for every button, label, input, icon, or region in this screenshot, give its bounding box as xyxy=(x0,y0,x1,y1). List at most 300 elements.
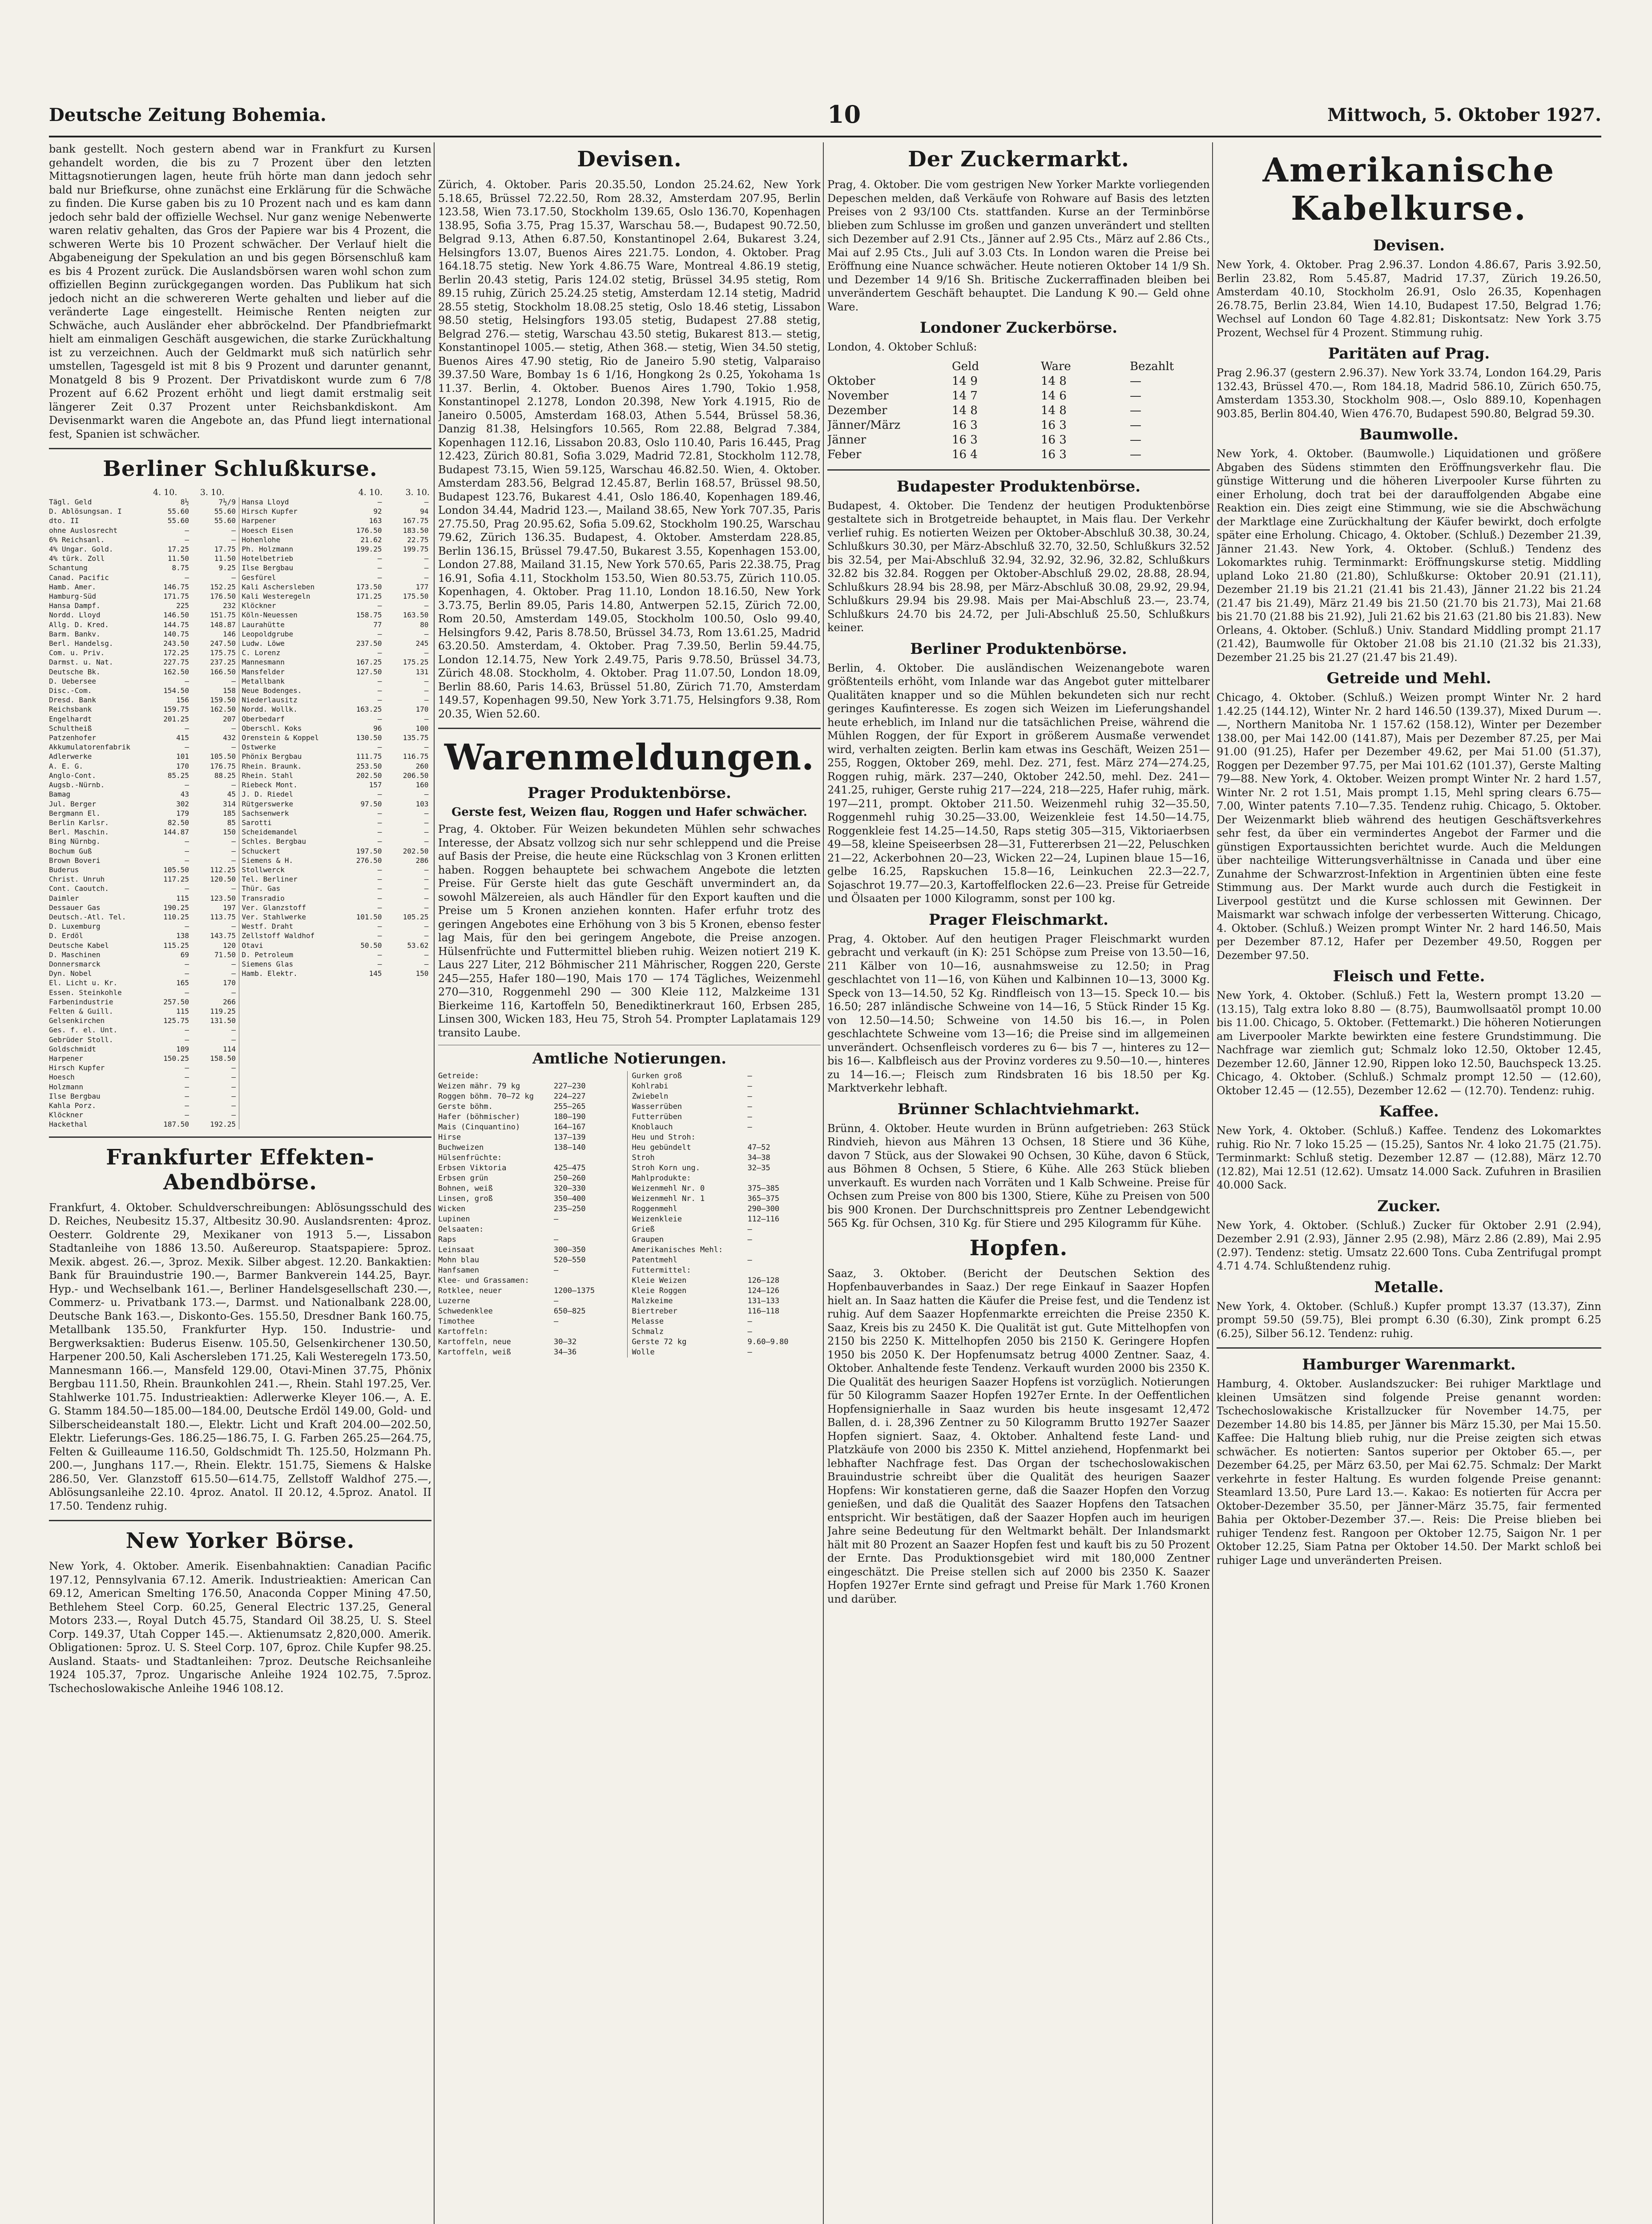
row-value: 126—128 xyxy=(747,1276,780,1285)
row-value: 123.50 xyxy=(210,894,236,902)
row-label: Oberschl. Koks xyxy=(242,724,302,733)
row-value: 314 xyxy=(223,799,236,808)
table-row xyxy=(49,677,239,686)
row-value: — xyxy=(231,677,236,685)
row-value: — xyxy=(231,535,236,544)
market-report-text: New York, 4. Oktober. Prag 2.96.37. London 4.86.67, Paris 3.92.50, Berlin 23.82, Rom 5.45.87, Madrid 17.37, Zürich 19.26.50, Amsterdam 40.10, Stockholm 26.91, Oslo 26.35, Kopenhagen 26.78.75, Berlin 23.84, Wien 14.10, Budapest 17.50, Belgrad 1.76; Wechsel auf London 60 Tage 4.82.81; Diskontsatz: New York 3.75 Prozent, Wechsel für 4 Prozent. Stimmung ruhig. xyxy=(1217,258,1601,339)
row-value: 175.25 xyxy=(403,658,429,667)
table-row xyxy=(49,1044,239,1054)
stock-listing xyxy=(49,497,431,1129)
row-label: Hamb. Amer. xyxy=(49,582,96,591)
row-label: Kartoffeln, neue xyxy=(438,1338,511,1346)
row-value: 7½/9 xyxy=(218,498,236,506)
row-value: 112.25 xyxy=(210,865,236,874)
row-value: — xyxy=(231,1092,236,1100)
table-row xyxy=(49,526,239,535)
row-label: Stroh xyxy=(632,1153,655,1162)
row-value: 163.50 xyxy=(403,611,429,620)
row-label: Klöckner xyxy=(49,1111,84,1120)
row-value: 190.25 xyxy=(163,903,189,912)
row-value: 131.50 xyxy=(210,1016,236,1025)
row-value: — xyxy=(424,498,429,506)
row-value: — xyxy=(377,573,382,582)
row-value: 159.75 xyxy=(163,705,189,714)
table-row xyxy=(49,1035,239,1044)
row-label: Mahlprodukte: xyxy=(632,1174,691,1183)
row-value: 199.75 xyxy=(403,545,429,554)
row-label: Heu gebündelt xyxy=(632,1143,691,1152)
row-label: Erbsen grün xyxy=(438,1174,488,1183)
table-row xyxy=(49,874,239,884)
divider xyxy=(49,448,431,449)
row-value: — xyxy=(185,837,189,846)
table-row xyxy=(632,1255,821,1265)
row-label: Klee- und Grassamen: xyxy=(438,1276,529,1285)
issue-date: Mittwoch, 5. Oktober 1927. xyxy=(1327,105,1601,125)
table-row xyxy=(49,1082,239,1092)
row-value: 9.60—9.80 xyxy=(747,1338,789,1346)
row-value: 92 xyxy=(373,507,382,516)
row-value xyxy=(554,1071,625,1081)
table-row xyxy=(438,1337,627,1347)
row-value: 290—300 xyxy=(747,1205,780,1213)
subsection-heading: Metalle. xyxy=(1374,1278,1444,1296)
row-label: Hotelbetrieb xyxy=(242,554,294,563)
row-value: 253.50 xyxy=(356,761,382,770)
row-value: 131—133 xyxy=(747,1297,780,1305)
table-row xyxy=(49,837,239,846)
row-value: — xyxy=(185,573,189,582)
row-label: Futterrüben xyxy=(632,1112,682,1121)
table-row xyxy=(632,1071,821,1081)
row-value: 101 xyxy=(176,752,189,761)
row-label: Deutsche Kabel xyxy=(49,941,109,950)
table-row xyxy=(49,809,239,818)
row-value: — xyxy=(747,1317,752,1326)
row-label: D. Ablösungsan. I xyxy=(49,507,122,516)
row-value: — xyxy=(231,1064,236,1072)
row-value: 55.60 xyxy=(214,507,236,516)
table-row xyxy=(242,686,432,695)
table-row xyxy=(49,714,239,724)
row-label: Ph. Holzmann xyxy=(242,545,294,554)
subsection-heading: Londoner Zuckerbörse. xyxy=(919,319,1118,337)
section-heading: Frankfurter Effekten-Abendbörse. xyxy=(106,1144,375,1195)
row-value: 94 xyxy=(420,507,429,516)
row-label: Stroh Korn ung. xyxy=(632,1164,701,1172)
row-label: Köln-Neuessen xyxy=(242,611,298,620)
row-value: 145 xyxy=(369,969,382,978)
row-label: Deutsche Bk. xyxy=(49,667,101,676)
row-value: — xyxy=(185,922,189,931)
subsection-heading: Prager Produktenbörse. xyxy=(528,784,731,802)
row-label: Schmalz xyxy=(632,1327,664,1336)
row-value: — xyxy=(377,959,382,968)
table-row xyxy=(242,780,432,790)
row-value: 151.75 xyxy=(210,611,236,620)
row-label: Siemens & H. xyxy=(242,856,294,865)
market-report-text: New York, 4. Oktober. (Schluß.) Zucker für Oktober 2.91 (2.94), Dezember 2.91 (2.93), Jänner 2.95 (2.98), März 2.86 (2.89), Mai 2.95 (2.97). Tendenz: stetig. Umsatz 22.600 Tons. Cuba Zentrifugal prompt 4.71 4.74. Schlußtendenz ruhig. xyxy=(1217,1219,1601,1272)
row-label: Amerikanisches Mehl: xyxy=(632,1245,723,1254)
table-row xyxy=(242,809,432,818)
table-cell: — xyxy=(1130,374,1141,388)
row-value xyxy=(748,1245,819,1255)
table-row xyxy=(49,1063,239,1072)
row-value: — xyxy=(424,865,429,874)
row-value: — xyxy=(377,922,382,931)
table-cell: Jänner/März xyxy=(827,418,901,432)
row-label: Leinsaat xyxy=(438,1245,475,1254)
column-1 xyxy=(49,142,431,2224)
table-cell: — xyxy=(1130,403,1141,417)
row-label: 4% Ungar. Gold. xyxy=(49,545,113,554)
row-value: 34—36 xyxy=(554,1348,577,1357)
row-value: 17.75 xyxy=(214,545,236,554)
table-row xyxy=(49,686,239,695)
row-label: Thür. Gas xyxy=(242,884,281,893)
row-label: Zwiebeln xyxy=(632,1092,669,1101)
row-value: 96 xyxy=(373,724,382,733)
table-row xyxy=(49,846,239,856)
row-value: — xyxy=(424,809,429,818)
table-row xyxy=(438,1102,627,1112)
row-value: 114 xyxy=(223,1044,236,1053)
row-label: El. Licht u. Kr. xyxy=(49,979,118,987)
row-label: Kleie Roggen xyxy=(632,1286,687,1295)
table-row xyxy=(242,657,432,667)
market-report-text: New York, 4. Oktober. Amerik. Eisenbahnaktien: Canadian Pacific 197.12, Pennsylvania 67.12. Amerik. Industrieaktien: American Can 69.12, American Smelting 176.50, Anaconda Copper Mining 47.50, Bethlehem Steel Corp. 60.25, General Electric 137.25, General Motors 233.—, Royal Dutch 45.75, Standard Oil 38.25, U. S. Steel Corp. 149.37, Utah Copper 145.—. Aktienumsatz 2,820,000. Amerik. Obligationen: 5proz. U. S. Steel Corp. 107, 6proz. Chile Kupfer 98.25. Ausland. Staats- und Stadtanleihen: 7proz. Deutsche Reichsanleihe 1924 105.37, 7proz. Ungarische Anleihe 1924 102.75, 7.5proz. Tschechoslowakische Anleihe 1946 108.12. xyxy=(49,1560,431,1695)
row-value: 243.50 xyxy=(163,639,189,648)
table-row xyxy=(242,610,432,620)
table-row xyxy=(49,601,239,610)
row-label: Schles. Bergbau xyxy=(242,837,306,846)
row-label: Akkumulatorenfabrik xyxy=(49,743,131,752)
row-label: Disc.-Com. xyxy=(49,686,92,695)
table-row xyxy=(632,1153,821,1163)
table-row xyxy=(49,507,239,516)
table-row xyxy=(242,724,432,733)
row-label: Felten & Guill. xyxy=(49,1007,113,1015)
price-listing xyxy=(438,1071,821,1358)
row-value: 173.50 xyxy=(356,582,382,591)
row-label: Gerste böhm. xyxy=(438,1102,493,1111)
row-value: — xyxy=(231,988,236,997)
row-value: 150 xyxy=(223,828,236,837)
row-label: Weizenmehl Nr. 1 xyxy=(632,1194,705,1203)
row-label: Gerste 72 kg xyxy=(632,1338,687,1346)
row-value: 227—230 xyxy=(554,1082,586,1091)
page-number: 10 xyxy=(827,100,861,129)
row-label: Linsen, groß xyxy=(438,1194,493,1203)
table-row xyxy=(438,1306,627,1317)
table-row xyxy=(632,1132,821,1143)
row-label: Kartoffeln, weiß xyxy=(438,1348,511,1357)
table-row xyxy=(49,903,239,912)
row-value: 80 xyxy=(420,620,429,629)
row-value: 138—140 xyxy=(554,1143,586,1152)
row-label: Engelhardt xyxy=(49,714,92,723)
table-row xyxy=(242,629,432,639)
table-row xyxy=(242,544,432,554)
row-value: 257.50 xyxy=(163,997,189,1006)
market-report-text: New York, 4. Oktober. (Schluß.) Kupfer prompt 13.37 (13.37), Zinn prompt 59.50 (59.75), Blei prompt 6.30 (6.30), Zink prompt 6.25 (6.25), Silber 56.12. Tendenz: ruhig. xyxy=(1217,1300,1601,1340)
row-value: — xyxy=(185,1092,189,1100)
listing-right xyxy=(632,1071,821,1358)
row-value: — xyxy=(424,894,429,902)
row-value: — xyxy=(554,1266,559,1275)
row-value: — xyxy=(424,554,429,563)
table-row xyxy=(438,1194,627,1204)
row-label: Oberbedarf xyxy=(242,714,285,723)
row-value: — xyxy=(185,781,189,790)
table-row xyxy=(49,978,239,987)
masthead xyxy=(49,96,1601,137)
table-row xyxy=(438,1204,627,1214)
table-row xyxy=(632,1102,821,1112)
row-value: 85 xyxy=(227,818,236,827)
table-row xyxy=(49,922,239,931)
row-label: Christ. Unruh xyxy=(49,875,105,884)
row-label: Kohlrabi xyxy=(632,1082,669,1091)
table-row xyxy=(242,733,432,742)
row-value: 170 xyxy=(223,979,236,987)
table-row xyxy=(242,761,432,771)
row-value: 202.50 xyxy=(356,771,382,780)
row-label: Hansa Lloyd xyxy=(242,498,289,506)
table-row xyxy=(242,695,432,705)
row-value: — xyxy=(231,1082,236,1091)
table-row xyxy=(242,648,432,657)
section-heading: Devisen. xyxy=(577,147,682,172)
row-value: 100 xyxy=(415,724,429,733)
table-row xyxy=(632,1081,821,1092)
row-label: Augsb.-Nürnb. xyxy=(49,781,105,790)
row-value: 320—330 xyxy=(554,1184,586,1193)
table-row xyxy=(49,610,239,620)
row-value: — xyxy=(747,1225,752,1234)
market-report-text: Saaz, 3. Oktober. (Bericht der Deutschen Sektion des Hopfenbauverbandes in Saaz.) Der rege Einkauf in Saazer Hopfen hielt an. In Saaz hatten die Käufer die Preise fest, und die Tendenz ist ruhig. Auf dem Saazer Hopfenmarkte erreichten die Preise 2350 K. Saaz, Kreis bis zu 2450 K. Die Qualität ist gut. Gute Mittelhopfen von 2150 bis 2250 K. Mittelhopfen 2050 bis 2150 K. Geringere Hopfen 1950 bis 2050 K. Der Hopfenumsatz betrug 4000 Zentner. Saaz, 4. Oktober. Anhaltende feste Tendenz. Verkauft wurden 2000 bis 2350 K. Die Qualität des heurigen Saazer Hopfens ist vorzüglich. Notierungen für 50 Kilogramm Saazer Hopfen 1927er Ernte. In der Oeffentlichen Hopfensignierhalle in Saaz wurden bis heute insgesamt 12,472 Ballen, d. i. 28,396 Zentner zu 50 Kilogramm Brutto 1927er Saazer Hopfen signiert. Saaz, 4. Oktober. Anhaltend feste Land- und Platzkäufe von 2000 bis 2350 K. Mittel anziehend, Hopfenmarkt bei lebhafter Nachfrage fest. Das Organ der tschechoslowakischen Brauindustrie schreibt über die Qualität des heurigen Saazer Hopfens: Wir konstatieren gerne, daß die Saazer Hopfen den Vorzug genießen, und daß die Qualität des Saazer Hopfens den Tatsachen entspricht. Wir bestätigen, daß der Saazer Hopfen auch im heurigen Jahre seine Bedeutung für den Weltmarkt behält. Der Inlandsmarkt hält mit 80 Prozent an Saazer Hopfen fest und kauft bis zu 50 Prozent der Ernte. Das Produktionsgebiet wird mit 180,000 Zentner eingeschätzt. Die Preise stellen sich auf 2000 bis 2350 K. Saazer Hopfen 1927er Ernte sind gefragt und Preise für Mark 1.760 Kronen und darüber. xyxy=(827,1267,1210,1605)
row-value: 115 xyxy=(176,1007,189,1015)
row-value: 176.75 xyxy=(210,761,236,770)
row-value: 172.25 xyxy=(163,649,189,657)
subsection-heading: Prager Fleischmarkt. xyxy=(929,911,1108,929)
row-label: Weizen mähr. 79 kg xyxy=(438,1082,520,1091)
row-value: — xyxy=(185,1111,189,1120)
row-label: 6% Reichsanl. xyxy=(49,535,105,544)
row-value: 34—38 xyxy=(747,1153,770,1162)
table-cell: — xyxy=(1130,418,1141,432)
row-value: — xyxy=(747,1082,752,1091)
row-value: — xyxy=(377,498,382,506)
table-row xyxy=(827,374,1210,389)
row-label: Hirse xyxy=(438,1133,461,1142)
row-label: Stollwerck xyxy=(242,865,285,874)
row-value: 163 xyxy=(369,516,382,525)
row-value: 71.50 xyxy=(214,950,236,959)
row-value: 160 xyxy=(415,781,429,790)
row-value: — xyxy=(554,1235,559,1244)
row-value: — xyxy=(377,828,382,837)
row-value: 162.50 xyxy=(210,705,236,714)
row-value: — xyxy=(377,564,382,572)
row-value: — xyxy=(185,1064,189,1072)
row-value: 55.60 xyxy=(214,516,236,525)
table-row xyxy=(632,1265,821,1276)
row-label: 4% türk. Zoll xyxy=(49,554,105,563)
table-row xyxy=(242,573,432,582)
row-label: Erbsen Viktoria xyxy=(438,1164,507,1172)
row-value: 170 xyxy=(415,705,429,714)
row-value: 148.87 xyxy=(210,620,236,629)
row-value: 82.50 xyxy=(167,818,189,827)
table-row xyxy=(49,761,239,771)
row-value: — xyxy=(377,554,382,563)
row-value: — xyxy=(424,950,429,959)
row-value: 201.25 xyxy=(163,714,189,723)
market-report-text: London, 4. Oktober Schluß: xyxy=(827,341,977,353)
row-value: — xyxy=(424,828,429,837)
row-label: Mansfelder xyxy=(242,667,285,676)
table-row xyxy=(49,856,239,865)
row-value: 140.75 xyxy=(163,629,189,638)
row-value: — xyxy=(185,1073,189,1082)
row-label: Gelsenkirchen xyxy=(49,1016,105,1025)
row-label: Westf. Draht xyxy=(242,922,294,931)
row-value: — xyxy=(747,1092,752,1101)
row-label: Getreide: xyxy=(438,1072,479,1080)
table-row xyxy=(49,790,239,799)
market-report-text: New York, 4. Oktober. (Schluß.) Fett la, Western prompt 13.20 — (13.15), Talg extra loko 8.80 — (8.75), Baumwollsaatöl prompt 10.00 bis 11.00. Chicago, 5. Oktober. (Fettemarkt.) Die höheren Notierungen am Liverpooler Markte bewirkten eine festere Grundstimmung. Die Nachfrage war ziemlich gut; Schmalz loko 12.50, Oktober 12.45, Dezember 12.60, Jänner 12.90, Rippen loko 12.50, Bauchspeck 13.25. Chicago, 4. Oktober. (Schluß.) Schmalz prompt 12.50 — (12.60), Oktober 12.45 — (12.55), Dezember 12.62 — (12.70). Tendenz: ruhig. xyxy=(1217,989,1601,1097)
table-row xyxy=(242,639,432,648)
table-cell: 16 3 xyxy=(1041,418,1067,432)
table-cell: Jänner xyxy=(827,433,866,447)
table-row xyxy=(632,1276,821,1286)
table-row xyxy=(242,620,432,629)
row-label: Otavi xyxy=(242,941,263,950)
column-2 xyxy=(438,142,821,2224)
row-value: — xyxy=(185,969,189,978)
subsection-heading: Kaffee. xyxy=(1379,1103,1439,1120)
table-row xyxy=(632,1143,821,1153)
row-value: — xyxy=(747,1348,752,1357)
row-value: 144.75 xyxy=(163,620,189,629)
row-value: — xyxy=(377,931,382,940)
row-value: — xyxy=(424,629,429,638)
row-value: 520—550 xyxy=(554,1256,586,1265)
row-value: — xyxy=(424,931,429,940)
table-row xyxy=(242,865,432,874)
table-row xyxy=(827,447,1210,462)
row-label: Harpener xyxy=(49,1054,84,1063)
table-row xyxy=(49,742,239,752)
table-row xyxy=(632,1194,821,1204)
table-row xyxy=(49,827,239,837)
row-label: Adlerwerke xyxy=(49,752,92,761)
row-value: — xyxy=(185,1082,189,1091)
row-value xyxy=(748,1265,819,1276)
table-row xyxy=(438,1173,627,1184)
row-value: 85.25 xyxy=(167,771,189,780)
row-value: 650—825 xyxy=(554,1307,586,1316)
divider xyxy=(827,469,1210,471)
row-value: 192.25 xyxy=(210,1120,236,1129)
table-row xyxy=(632,1184,821,1194)
table-row xyxy=(49,1101,239,1110)
row-value: — xyxy=(424,696,429,705)
row-value: 135.75 xyxy=(403,733,429,742)
row-value: — xyxy=(747,1256,752,1265)
row-value: 109 xyxy=(176,1044,189,1053)
row-value: — xyxy=(377,837,382,846)
table-row xyxy=(438,1347,627,1358)
row-value: 146.50 xyxy=(163,611,189,620)
table-row xyxy=(49,544,239,554)
table-row xyxy=(242,497,432,507)
table-row xyxy=(632,1112,821,1122)
row-label: Futtermittel: xyxy=(632,1266,691,1275)
row-value: — xyxy=(377,696,382,705)
table-row xyxy=(49,1025,239,1035)
row-label: Nordd. Lloyd xyxy=(49,611,101,620)
row-value: 250—260 xyxy=(554,1174,586,1183)
row-value: 266 xyxy=(223,997,236,1006)
table-row xyxy=(242,884,432,893)
row-label: Tägl. Geld xyxy=(49,498,92,506)
row-value: 300—350 xyxy=(554,1245,586,1254)
row-value: — xyxy=(185,1101,189,1110)
row-value: — xyxy=(231,856,236,865)
row-value: 22.75 xyxy=(407,535,429,544)
row-value: — xyxy=(231,724,236,733)
table-row xyxy=(438,1153,627,1163)
row-label: Oelsaaten: xyxy=(438,1225,484,1234)
table-row xyxy=(632,1235,821,1245)
row-value: — xyxy=(231,969,236,978)
table-cell: Feber xyxy=(827,447,862,461)
row-value: — xyxy=(231,922,236,931)
row-label: Rotklee, neuer xyxy=(438,1286,502,1295)
row-value: — xyxy=(747,1072,752,1080)
table-row xyxy=(49,912,239,922)
row-value: 162.50 xyxy=(163,667,189,676)
row-value: — xyxy=(377,714,382,723)
row-value: — xyxy=(424,818,429,827)
row-value: 350—400 xyxy=(554,1194,586,1203)
row-value: — xyxy=(231,1026,236,1035)
table-row xyxy=(438,1245,627,1255)
row-label: Rhein. Braunk. xyxy=(242,761,302,770)
table-cell: 16 3 xyxy=(952,433,978,447)
table-row xyxy=(242,752,432,761)
row-label: Hoesch Eisen xyxy=(242,526,294,535)
table-row xyxy=(242,894,432,903)
row-value: 202.50 xyxy=(403,846,429,855)
row-value: 167.75 xyxy=(403,516,429,525)
market-report-text: Prag, 4. Oktober. Für Weizen bekundeten Mühlen sehr schwaches Interesse, der Absatz vollzog sich nur sehr schleppend und die Preise auf Basis der Preise, die heute eine Rückschlag von 3 Kronen erlitten haben. Roggen behauptete bei schwachem Angebote die letzten Preise. Für Gerste hielt das gute Geschäft unvermindert an, da sowohl Mälzereien, als auch Händler für den Export kauften und die Preise um 5 Kronen anziehen konnten. Hafer erfuhr trotz des geringen Angebotes eine Erhöhung von 3 bis 5 Kronen, ebenso fester lag Mais, für den bei geringem Angebote, die Preise anzogen. Hülsenfrüchte und Futtermittel blieben ruhig. Weizen notiert 219 K. Laus 227 Liter, 212 Böhmischer 211 Mährischer, Roggen 220, Gerste 245—255, Hafer 180—190, Mais 170 — 174 Tägliches, Weizenmehl 270—310, Roggenmehl 290 — 300 Kleie 112, Malzkeime 131 Bierkeime 116, Kartoffeln 50, Benediktinerkraut 160, Erbsen 285, Linsen 300, Wicken 183, Heu 75, Stroh 54. Prompter Laplatamais 129 transito Laube. xyxy=(438,823,821,1039)
row-label: Ver. Glanzstoff xyxy=(242,903,306,912)
row-label: Hanfsamen xyxy=(438,1266,479,1275)
table-row xyxy=(49,818,239,827)
divider xyxy=(49,1520,431,1521)
row-value: — xyxy=(424,790,429,799)
row-value: — xyxy=(185,743,189,752)
table-row xyxy=(242,563,432,572)
row-value: 1200—1375 xyxy=(554,1286,595,1295)
subsection-heading: Budapester Produktenbörse. xyxy=(896,477,1141,496)
market-report-text: Hamburg, 4. Oktober. Auslandszucker: Bei ruhiger Marktlage und kleinen Umsätzen sind folgende Preise genannt worden: Tschechoslowakische Kristallzucker für November 14.75, per Dezember 14.80 bis 14.85, per Jänner bis März 15.30, per Mai 15.50. Kaffee: Die Haltung blieb ruhig, nur die Preise zeigten sich etwas schwächer. Es notierten: Santos superior per Oktober 65.—, per Dezember 64.25, per März 63.50, per Mai 62.75. Schmalz: Der Markt verkehrte in fester Haltung. Es wurden folgende Preise genannt: Steamlard 13.50, Pure Lard 13.—. Kakao: Es notierten für Accra per Oktober-Dezember 35.50, per Jänner-März 35.75, fair fermented Bahia per Oktober-Dezember 37.—. Reis: Die Preise blieben bei ruhiger Tendenz fest. Rangoon per Oktober 12.75, Saigon Nr. 1 per Oktober 12.25, Siam Patna per Oktober 14.50. Der Markt schloß bei ruhiger Lage und unveränderten Preisen. xyxy=(1217,1378,1601,1567)
row-value: 101.50 xyxy=(356,912,382,921)
row-value: 113.75 xyxy=(210,912,236,921)
